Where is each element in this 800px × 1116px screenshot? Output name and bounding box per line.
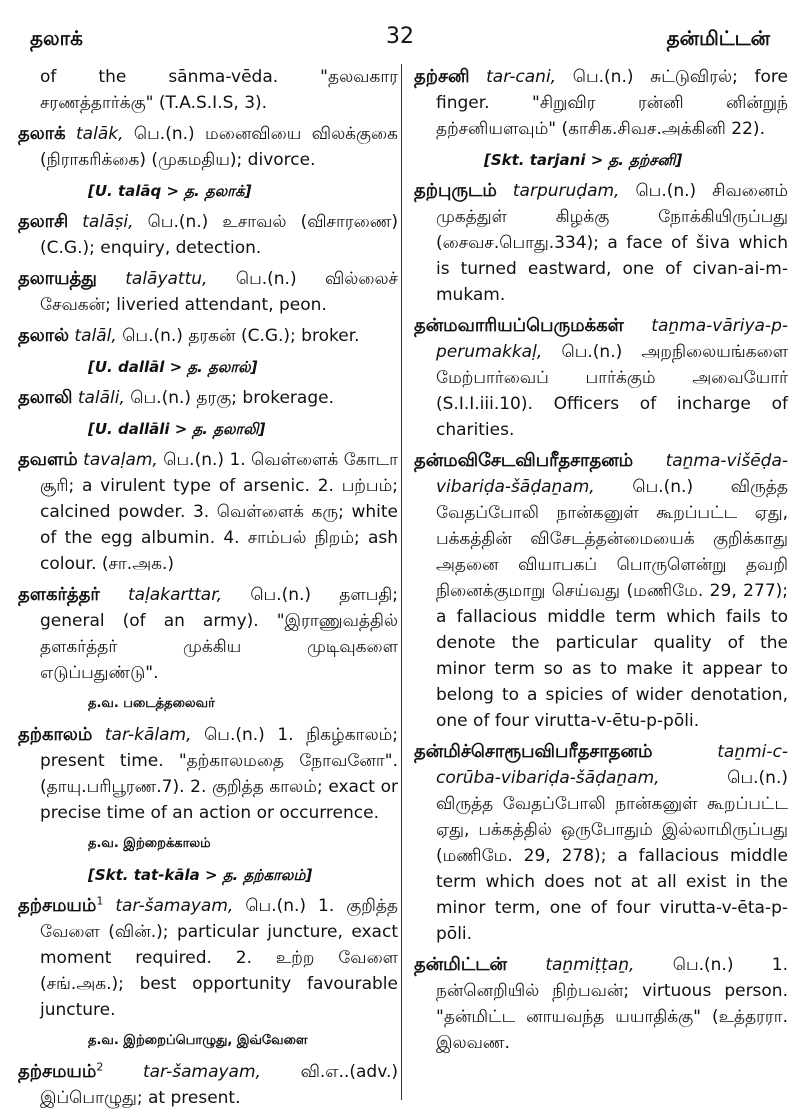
definition: பெ.(n.) அறநிலையங்களை மேற்பார்வைப் பார்க்கும் அவையோர் (S.I.I.iii.10). Officers of incharge of charities. — [436, 342, 788, 440]
definition: பெ.(n.) 1. நன்னெறியில் நிற்பவன்; virtuous person. "தன்மிட்ட னாயவந்த யயாதிக்கு" (உத்தரரா. இலவண. — [436, 955, 789, 1053]
transliteration: taṉmi-c-corūba-vibariḍa-šāḍaṉam, — [436, 742, 788, 788]
definition: பெ.(n.) தரகு; brokerage. — [130, 388, 334, 408]
etymology-note: [U. talāq > த. தலாக்] — [88, 182, 252, 200]
dictionary-entry — [18, 266, 398, 318]
transliteration: talāl, — [74, 326, 117, 346]
column-divider — [401, 64, 402, 1100]
definition: பெ.(n.) தரகன் (C.G.); broker. — [122, 326, 360, 346]
dictionary-entry — [18, 209, 398, 261]
dictionary-entry — [18, 722, 398, 826]
headword: தன்மிச்சொரூபவிபரீதசாதனம் — [414, 741, 653, 762]
etymology-note: [Skt. tarjani > த. தற்சனி] — [484, 151, 683, 169]
definition: பெ.(n.) உசாவல் (விசாரணை) (C.G.); enquiry, detection. — [40, 212, 398, 258]
transliteration: tarpuruḍam, — [512, 181, 620, 201]
headword-superscript: 1 — [96, 894, 104, 908]
headword: தலாக் — [18, 123, 66, 144]
definition: பெ.(n.) 1. நிகழ்காலம்; present time. "தற்காலமதை நோவனோ". (தாயு.பரிபூரண.7). 2. குறித்த காலம்; exact or precise time of an action or occurrence. — [40, 725, 399, 823]
dictionary-entry — [18, 323, 398, 349]
definition: பெ.(n.) மனைவியை விலக்குகை (நிராகரிக்கை) (முகமதிய); divorce. — [40, 124, 399, 170]
right-column — [414, 64, 788, 1061]
running-head-left: தலாக் — [30, 26, 83, 50]
definition: பெ.(n.) தளபதி; general (of an army). "இராணுவத்தில் தளகர்த்தர் முக்கிய முடிவுகளை எடுப்பதுண்டு". — [40, 585, 399, 683]
headword: தலால் — [18, 325, 70, 346]
dictionary-entry — [414, 739, 788, 947]
headword: தற்சமயம் — [18, 895, 97, 916]
definition: பெ.(n.) விருத்த வேதப்போலி நான்கனுள் கூறப்பட்ட ஏது, பக்கத்தின் விசேடத்தன்மையைக் குறிக்காது அதனை வியாபகப் பொருளென்று தவறி நினைக்குமாறு செய்வது (மணிமே. 29, 277); a fallacious middle term which fails to denote the particular quality of the minor term so as to make it appear to belong to a spicies of wider denotation, one of four virutta-v-ētu-p-pōli. — [436, 477, 788, 731]
dictionary-entry — [414, 313, 788, 443]
transliteration: taṉmiṭṭaṉ, — [545, 955, 635, 975]
transliteration: tar-cani, — [486, 67, 557, 87]
transliteration: tavaḷam, — [83, 450, 158, 470]
headword: தன்மவாரியப்பெருமக்கள் — [414, 315, 624, 336]
headword: தற்சமயம் — [18, 1061, 97, 1082]
dictionary-entry — [18, 1059, 398, 1111]
dictionary-entry — [18, 121, 398, 173]
transliteration: taṉma-višēḍa-vibariḍa-šāḍaṉam, — [436, 451, 788, 497]
dictionary-entry — [18, 385, 398, 411]
related-word-note: த.வ. இற்றைப்பொழுது, இவ்வேளை — [88, 1033, 308, 1048]
transliteration: talāṣi, — [82, 212, 134, 232]
definition: பெ.(n.) வில்லைச் சேவகன்; liveried attendant, peon. — [40, 269, 399, 315]
transliteration: taḷakarttar, — [128, 585, 223, 605]
transliteration: talāk, — [76, 124, 124, 144]
dictionary-entry — [414, 448, 788, 734]
page-header — [0, 0, 800, 52]
dictionary-entry — [414, 952, 788, 1056]
dictionary-entry — [18, 447, 398, 577]
dictionary-entry — [414, 64, 788, 142]
headword: தற்புருடம் — [414, 180, 497, 201]
entry-continuation: of the sānma-vēda. "தலவகார சரணத்தார்க்கு" (T.A.S.I.S, 3). — [40, 67, 398, 113]
headword: தன்மவிசேடவிபரீதசாதனம் — [414, 450, 634, 471]
transliteration: tar-kālam, — [104, 725, 192, 745]
headword: தவளம் — [18, 449, 78, 470]
page-number: 32 — [386, 24, 414, 49]
headword: தற்சனி — [414, 66, 470, 87]
definition: பெ.(n.) விருத்த வேதப்போலி நான்கனுள் கூறப்பட்ட ஏது, பக்கத்தில் ஒருபோதும் இல்லாமிருப்பது (மணிமே. 29, 278); a fallacious middle term which does not at all exist in the minor term, one of four virutta-v-ēta-p-pōli. — [436, 768, 788, 944]
transliteration: taṉma-vāriya-p-perumakkaḷ, — [436, 316, 788, 362]
running-head-right: தன்மிட்டன் — [666, 26, 770, 50]
headword: தலாயத்து — [18, 268, 97, 289]
dictionary-entry — [18, 582, 398, 686]
definition: பெ.(n.) 1. வெள்ளைக் கோடா சூரி; a virulent type of arsenic. 2. பற்பம்; calcined powder. 3. வெள்ளைக் கரு; white of the egg albumin. 4. சாம்பல் நிறம்; ash colour. (சா.அக.) — [40, 450, 399, 574]
definition: பெ.(n.) சிவனைம் முகத்துள் கிழக்கு நோக்கியிருப்பது (சைவச.பொது.334); a face of šiva which is turned eastward, one of civan-ai-m-mukam. — [436, 181, 789, 305]
definition: வி.எ..(adv.) இப்பொழுது; at present. — [40, 1062, 398, 1108]
transliteration: talāli, — [77, 388, 125, 408]
transliteration: talāyattu, — [125, 269, 208, 289]
transliteration: tar-šamayam, — [142, 1062, 261, 1082]
etymology-note: [U. dallāli > த. தலாலி] — [88, 420, 266, 438]
dictionary-entry — [18, 893, 398, 1023]
etymology-note: [Skt. tat-kāla > த. தற்காலம்] — [88, 866, 313, 884]
headword: தன்மிட்டன் — [414, 954, 508, 975]
headword: தற்காலம் — [18, 724, 93, 745]
headword: தலாலி — [18, 387, 73, 408]
headword-superscript: 2 — [96, 1060, 104, 1074]
related-word-note: த.வ. படைத்தலைவர் — [88, 696, 215, 711]
headword: தளகர்த்தர் — [18, 584, 100, 605]
transliteration: tar-šamayam, — [115, 896, 234, 916]
etymology-note: [U. dallāl > த. தலால்] — [88, 358, 258, 376]
related-word-note: த.வ. இற்றைக்காலம் — [88, 836, 211, 851]
definition: பெ.(n.) 1. குறித்த வேளை (வின்.); particular juncture, exact moment required. 2. உற்ற வேளை (சங்.அக.); best opportunity favourable juncture. — [40, 896, 398, 1020]
left-column — [18, 64, 398, 1116]
headword: தலாசி — [18, 211, 69, 232]
dictionary-entry — [414, 178, 788, 308]
definition: பெ.(n.) சுட்டுவிரல்; fore finger. "சிறுவிர ரன்னி னின்றுந் தற்சனியளவும்" (காசிக.சிவச.அக்கினி 22). — [436, 67, 788, 139]
